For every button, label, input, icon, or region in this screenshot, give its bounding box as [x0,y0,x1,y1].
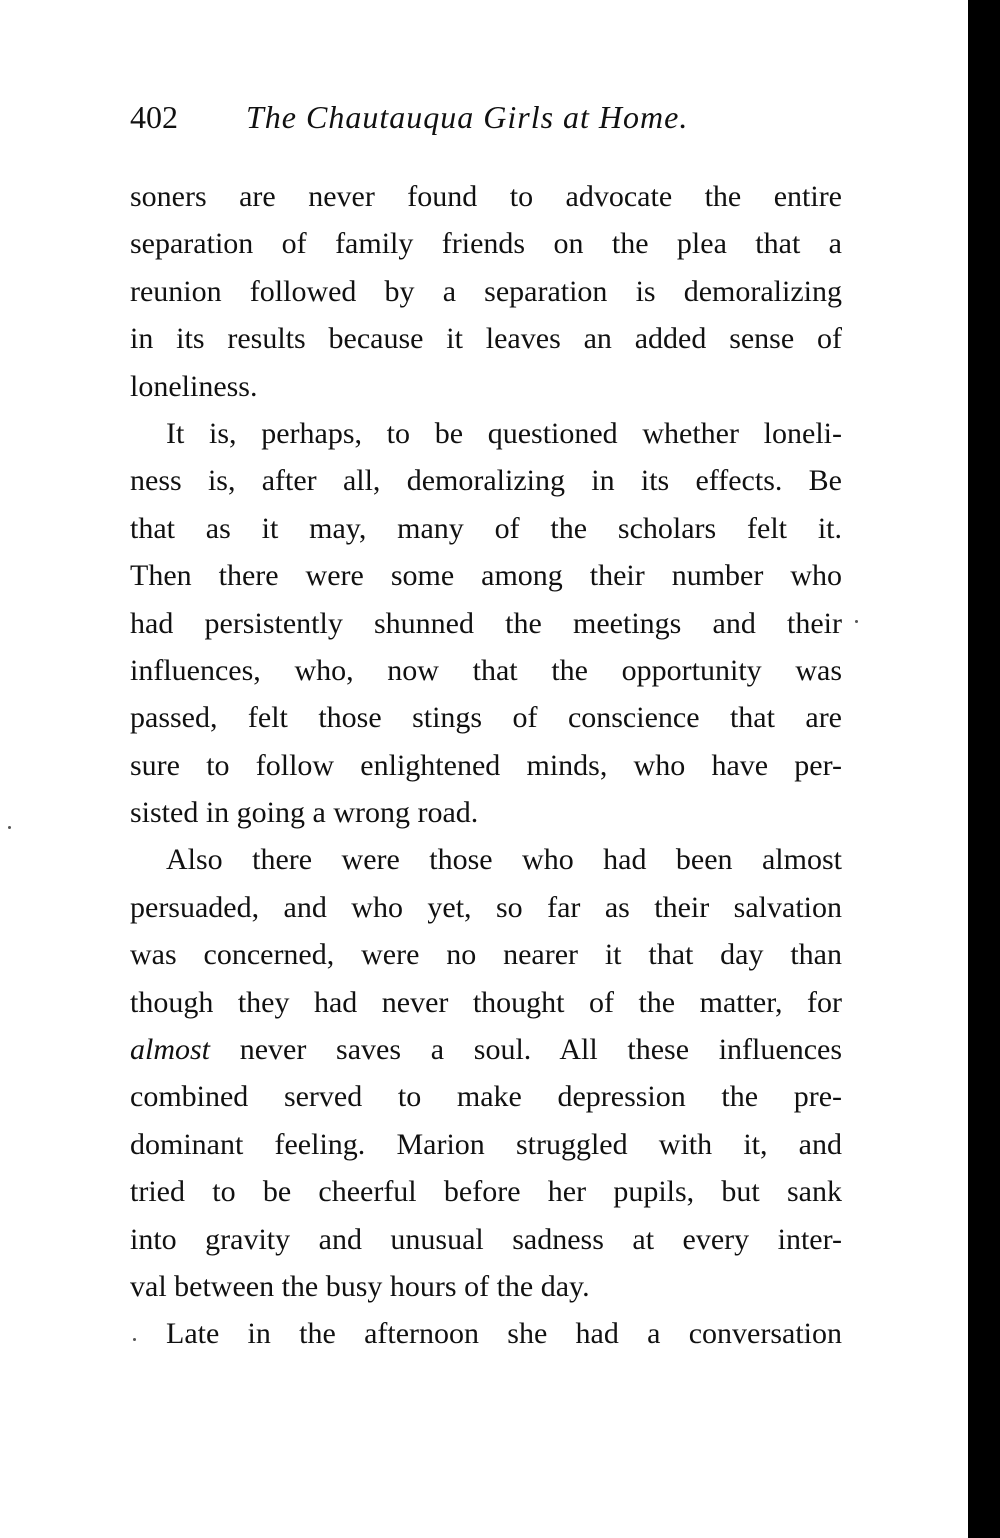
text-line: ness is, after all, demoralizing in its effects. Be [130,464,842,498]
text-line: though they had never thought of the matter, for [130,985,842,1019]
text-line: combined served to make depression the pre- [130,1080,842,1114]
text-line: separation of family friends on the plea that a [130,227,842,261]
text-line: in its results because it leaves an added sense of [130,322,842,356]
text-line: sisted in going a wrong road. [130,796,479,830]
text-line: val between the busy hours of the day. [130,1269,590,1303]
text-line: dominant feeling. Marion struggled with it, and [130,1127,842,1161]
text-line: It is, perhaps, to be questioned whether loneli- [166,416,842,450]
text-line: that as it may, many of the scholars felt it. [130,511,842,545]
text-line: soners are never found to advocate the entire [130,180,842,213]
scan-speck [8,826,11,829]
scan-speck [855,620,858,623]
text-line: tried to be cheerful before her pupils, but sank [130,1175,842,1209]
text-line: sure to follow enlightened minds, who have per- [130,748,842,782]
running-title: The Chautauqua Girls at Home. [246,99,689,135]
text-line: into gravity and unusual sadness at every inter- [130,1222,842,1256]
text-line: Late in the afternoon she had a conversation [166,1317,842,1351]
text-line [130,1026,842,1073]
text-line: loneliness. [130,369,258,403]
scan-speck [133,1338,136,1341]
text-fragment: never saves a soul. All these influences [210,1033,842,1067]
page-edge-shadow [968,0,1000,1538]
emphasis-text: almost [130,1033,211,1067]
text-line: had persistently shunned the meetings and their [130,606,842,640]
body-text [130,173,842,1358]
text-line: Then there were some among their number who [130,559,842,593]
text-line: influences, who, now that the opportunity was [130,653,842,687]
running-header [130,92,830,142]
text-line: passed, felt those stings of conscience that are [130,701,842,735]
text-line: Also there were those who had been almost [166,843,842,877]
text-line: persuaded, and who yet, so far as their salvation [130,890,842,924]
text-line: reunion followed by a separation is demoralizing [130,274,842,308]
page-number: 402 [130,99,178,135]
text-line: was concerned, were no nearer it that day than [130,938,842,972]
